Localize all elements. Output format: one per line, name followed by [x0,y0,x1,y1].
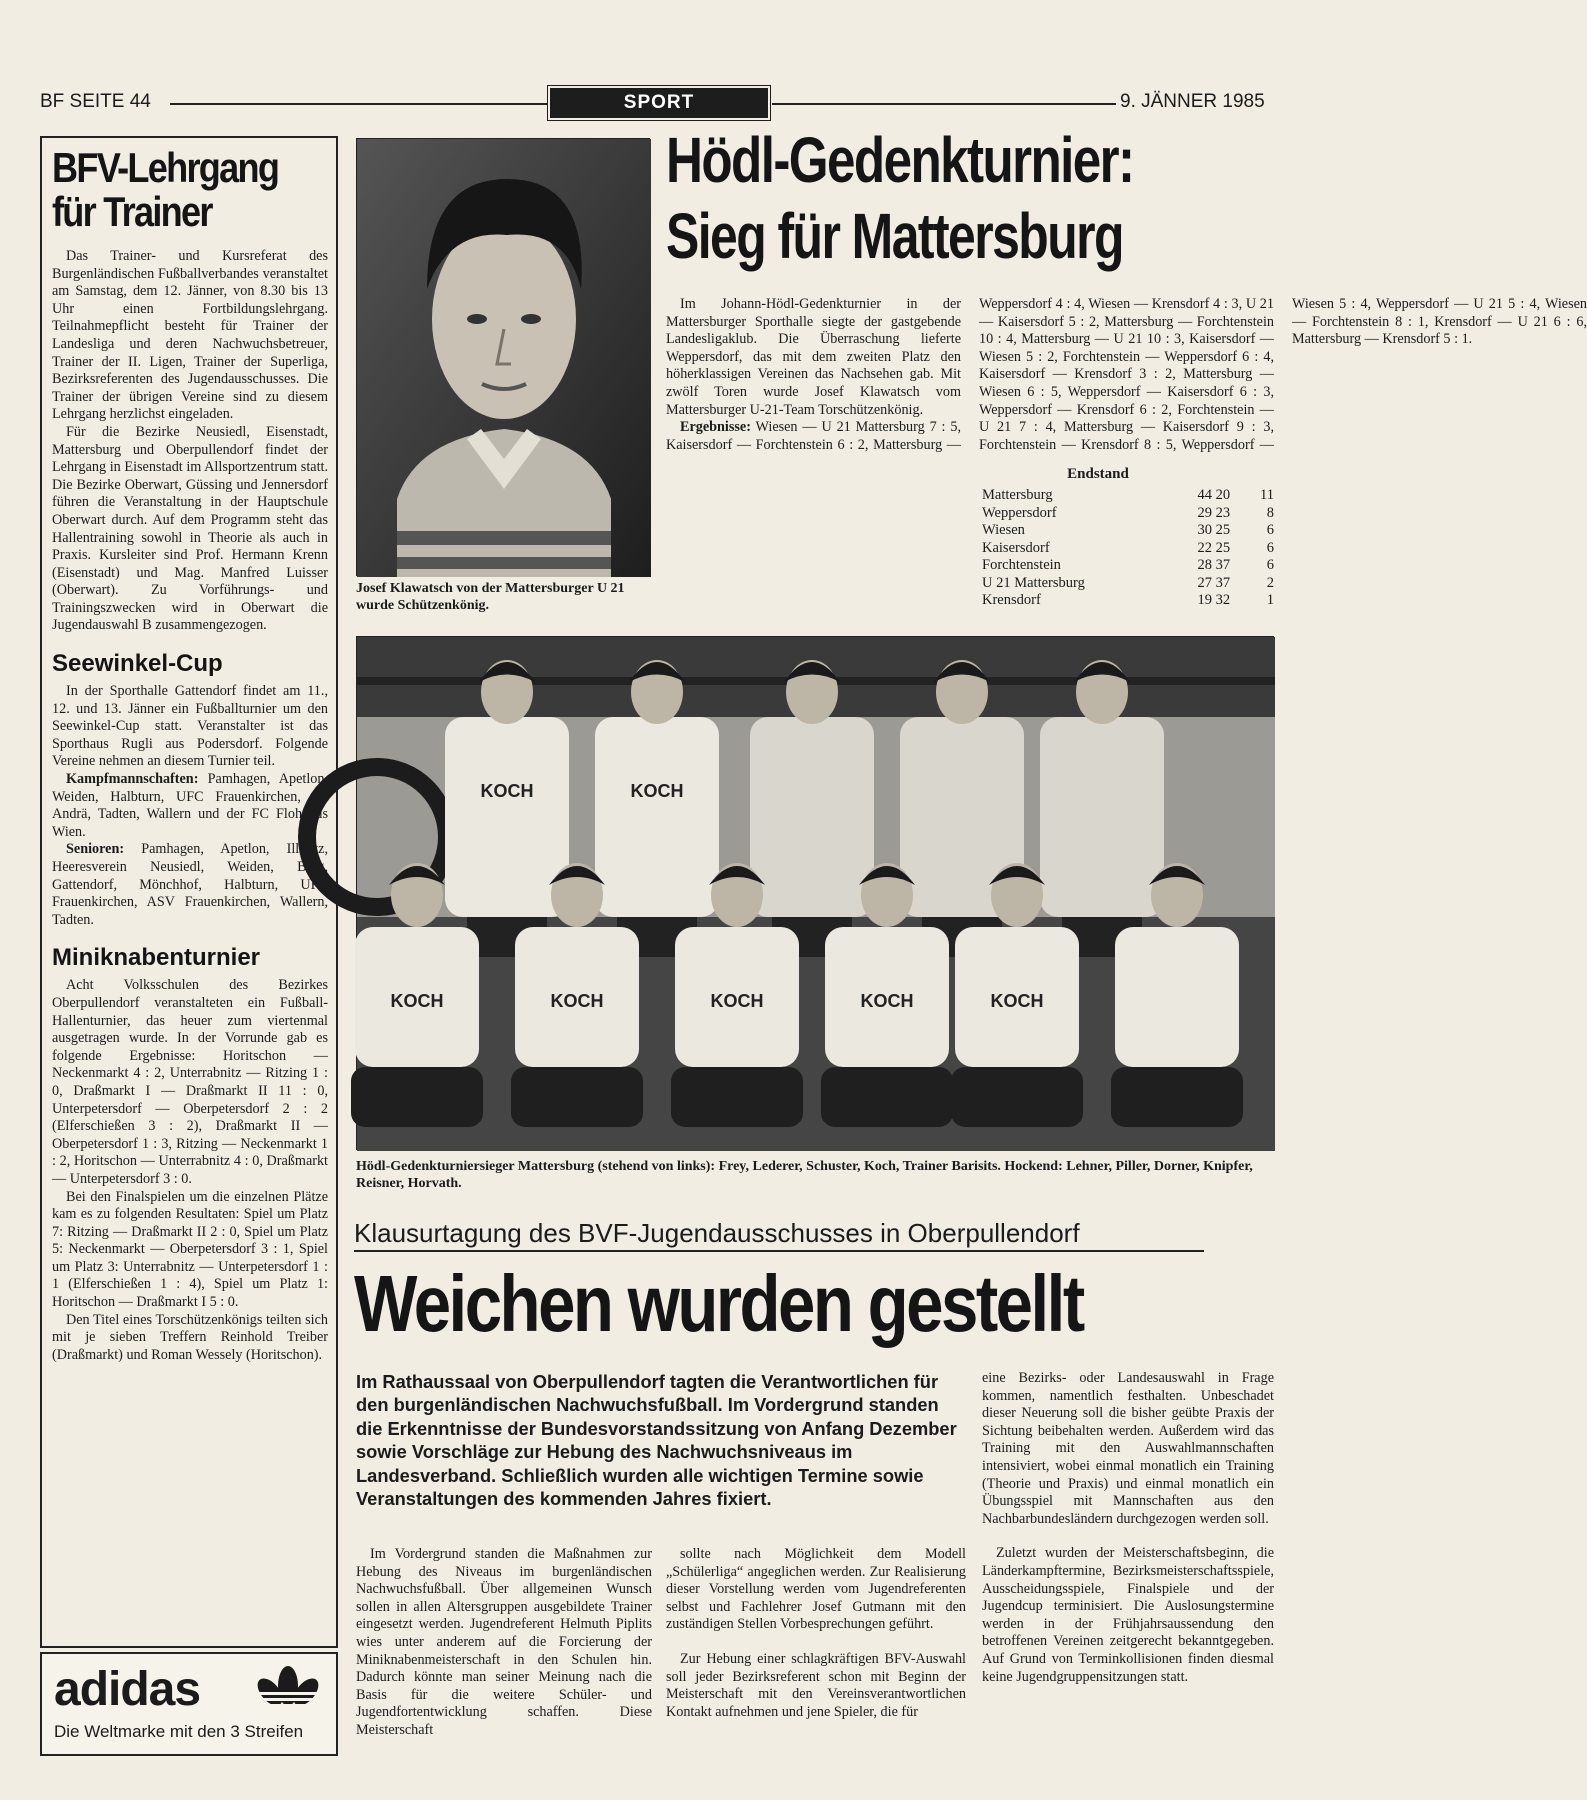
left-column [52,146,328,1364]
standings-row [982,505,1274,523]
hoedl-intro: Im Johann-Hödl-Gedenkturnier in der Mattersburger Sporthalle siegte der gastgebende Landesligaklub. Die Überraschung lieferte Weppersdorf, das mit dem zweiten Platz den höherklassigen Vereinen das Nachsehen gab. Mit zwölf Toren wurde Josef Klawatsch vom Mattersburger U-21-Team Torschützenkönig. [666,296,961,418]
seewinkel-p3 [52,841,328,929]
label-senioren: Senioren: [66,841,125,858]
goal-ratio: 44 20 [1197,487,1231,503]
weichen-c1: Im Vordergrund standen die Maßnahmen zur Hebung des Niveaus im burgenländischen Nachwuchsfußball. Über allgemeinen Wunsch sollen in allen Altersgruppen ausgebildete Trainer eingesetzt werden. Jugendreferent Helmuth Piplits wies unter anderem auf die Forcierung der Miniknabenmeisterschaft in den Schulen hin. Dadurch könnte man seiner Meinung nach die Basis für die weitere Schüler- und Jugendfortentwicklung schaffen. Diese Meisterschaft [356,1546,652,1738]
shirt-label: KOCH [990,991,1044,1011]
weichen-lead: Im Rathaussaal von Oberpullendorf tagten die Verantwortlichen für den burgenländischen Nachwuchsfußball. Im Vordergrund standen die Erkenntnisse der Bundesvorstandssitzung von Anfang Dezember sowie Vorschläge zur Hebung des Nachwuchsniveaus im Landesverband. Schließlich wurden alle wichtigen Termine sowie Veranstaltungen des kommenden Jahres fixiert. [356,1371,957,1510]
adidas-ad [40,1652,338,1756]
portrait-caption: Josef Klawatsch von der Mattersburger U 21 wurde Schützenkönig. [356,581,625,613]
page-label: BF SEITE 44 [40,91,151,112]
weichen-c3a: eine Bezirks- oder Landesauswahl in Frage kommen, namentlich festhalten. Unbeschadet dieser Neuerung soll die bisher geübte Praxis der Sichtung beibehalten werden. Außerdem wird das Training mit den Auswahlmannschaften intensiviert, wobei einmal monatlich ein Training (Theorie und Praxis) und einmal monatlich ein Übungsspiel mit Mannschaften aus den Nachbarbundesländern durchgezogen werden soll. [982,1370,1274,1527]
standings-row [982,540,1274,558]
headline-trainer-course: BFV-Lehrgang für Trainer [52,144,279,235]
header-rule-left [170,103,548,105]
weichen-c2a: sollte nach Möglichkeit dem Modell „Schülerliga“ angeglichen werden. Zur Realisierung dieser Vorstellung werden vom Jugendreferenten selbst und Fachlehrer Josef Gutmann mit den zuständigen Stellen Vorbesprechungen geführt. [666,1546,966,1633]
headline-hoedl-line2: Sieg für Mattersburg [666,200,1123,272]
issue-date: 9. JÄNNER 1985 [1120,91,1265,112]
section-label: SPORT [550,88,768,118]
shirt-label: KOCH [480,781,534,801]
shirt-label: KOCH [630,781,684,801]
standings-title: Endstand [1067,466,1129,482]
team-photo [356,636,1274,1150]
weichen-col3 [982,1370,1274,1686]
adidas-logo-text: adidas [54,1663,201,1716]
team-image [357,637,1275,1151]
points: 8 [1266,504,1274,521]
kicker-rule [354,1250,1204,1252]
goal-ratio: 29 23 [1197,504,1231,521]
header-rule-right [772,103,1116,105]
team-caption: Hödl-Gedenkturniersieger Mattersburg (stehend von links): Frey, Lederer, Schuster, Koch, Trainer Barisits. Hockend: Lehner, Piller, Dorner, Knipfer, Reisner, Horvath. [356,1159,1253,1191]
adidas-tagline: Die Weltmarke mit den 3 Streifen [54,1722,304,1741]
team-name: Forchtenstein [982,557,1061,573]
miniknaben-p1: Acht Volksschulen des Bezirkes Oberpullendorf veranstalteten ein Fußball-Hallenturnier, das heuer zum viertenmal ausgetragen wurde. In der Vorrunde gab es folgende Ergebnisse: Horitschon — Neckenmarkt 4 : 2, Unterrabnitz — Ritzing 1 : 0, Draßmarkt I — Draßmarkt II 11 : 0, Unterpetersdorf — Oberpetersdorf 2 : 2 (Elferschießen 3 : 2), Draßmarkt II — Oberpetersdorf 1 : 3, Ritzing — Neckenmarkt 1 : 2, Horitschon — Unterrabnitz 4 : 0, Draßmarkt — Unterpetersdorf 3 : 0. [52,977,328,1187]
team-name: Wiesen [982,522,1025,538]
points: 6 [1266,522,1274,538]
weichen-c2b: Zur Hebung einer schlagkräftigen BFV-Auswahl soll jeder Bezirksreferent schon mit Beginn der Meisterschaft mit den Vereinsverantwortlichen Kontakt aufnehmen und jene Spieler, die für [666,1650,966,1720]
page-header [40,88,1279,120]
points: 11 [1260,487,1274,503]
portrait-photo [356,138,650,576]
goal-ratio: 27 37 [1197,574,1231,591]
points: 1 [1266,592,1274,608]
miniknaben-p2: Bei den Finalspielen um die einzelnen Plätze kam es zu folgenden Resultaten: Spiel um Platz 7: Ritzing — Draßmarkt II 2 : 0, Spiel um Platz 5: Neckenmarkt — Oberpetersdorf 3 : 1, Spiel um Platz 3: Unterrabnitz — Unterpetersdorf 1 : 1 (Elferschießen 1 : 4), Spiel um Platz 1: Horitschon — Draßmarkt I 5 : 0. [52,1188,328,1311]
team-name: Kaisersdorf [982,539,1050,556]
kampfmannschaften-list: Pamhagen, Apetlon, Weiden, Halbturn, UFC Frauenkirchen, St. Andrä, Tadten, Wallern und der FC Floh aus Wien. [52,771,328,840]
goal-ratio: 19 32 [1197,592,1231,608]
points: 6 [1266,557,1274,573]
team-name: Mattersburg [982,487,1053,503]
goal-ratio: 30 25 [1197,522,1231,538]
standings-table [982,487,1274,610]
shirt-label: KOCH [860,991,914,1011]
headline-hoedl-line1: Hödl-Gedenkturnier: [666,124,1134,196]
goal-ratio: 28 37 [1197,557,1231,573]
headline-weichen: Weichen wurden gestellt [354,1259,1083,1348]
standings-row [982,487,1274,505]
trefoil-icon [252,1664,324,1710]
points: 6 [1266,539,1274,556]
team-name: U 21 Mattersburg [982,574,1085,591]
portrait-image [357,139,651,577]
weichen-col2 [666,1546,966,1721]
headline-seewinkel-cup: Seewinkel-Cup [52,650,223,678]
points: 2 [1266,574,1274,591]
results-list: Wiesen — U 21 Mattersburg 7 : 5, Kaisersdorf — Forchtenstein 6 : 2, Mattersburg — Weppersdorf 4 : 4, Wiesen — Krensdorf 4 : 3, U 21 — Kaisersdorf 5 : 2, Mattersburg — Forchtenstein 10 : 4, Mattersburg — U 21 10 : 3, Kaisersdorf — Wiesen 5 : 2, Forchtenstein — Weppersdorf 6 : 4, Kaisersdorf — Krensdorf 3 : 2, Mattersburg — Wiesen 6 : 5, Weppersdorf — Kaisersdorf 6 : 3, Weppersdorf — Krensdorf 6 : 2, Forchtenstein — U 21 7 : 4, Mattersburg — Kaisersdorf 9 : 3, Forchtenstein — Krensdorf 8 : 5, Weppersdorf — Wiesen 5 : 4, Weppersdorf — U 21 5 : 4, Wiesen — Forchtenstein 8 : 1, Krensdorf — U 21 6 : 6, Mattersburg — Krensdorf 5 : 1. [666,296,1587,453]
standings-row [982,592,1274,610]
shirt-label: KOCH [710,991,764,1011]
hoedl-article-text [666,296,1587,466]
seewinkel-p2 [52,771,328,841]
miniknaben-p3: Den Titel eines Torschützenkönigs teilten sich mit je sieben Treffern Reinhold Treiber (Draßmarkt) und Roman Wessely (Horitschon). [52,1311,328,1363]
weichen-c3b: Zuletzt wurden der Meisterschaftsbeginn, die Länderkampftermine, Bezirksmeisterschaftsspiele, Ausscheidungsspiele, Finalspiele und der Jugendcup terminisiert. Die Auslosungstermine werden in der Frühjahrsaussendung den betroffenen Vereinen zeitgerecht bekanntgegeben. Auf Grund von Terminkollisionen finden diesmal keine Jugendgruppensitzungen statt. [982,1545,1274,1685]
team-name: Krensdorf [982,592,1041,608]
shirt-label: KOCH [550,991,604,1011]
trainer-course-p1: Das Trainer- und Kursreferat des Burgenländischen Fußballverbandes veranstaltet am Samstag, dem 12. Jänner, von 8.30 bis 13 Uhr einen Fortbildungslehrgang. Teilnahmepflicht besteht für Trainer der Landesliga und deren Nachwuchsbetreuer, Trainer der II. Ligen, Trainer der Superliga, Bezirksreferenten des Jugendausschusses. Die Trainer der übrigen Vereine sind zu diesem Lehrgang herzlichst eingeladen. [52,248,328,423]
shirt-label: KOCH [390,991,444,1011]
standings [982,466,1274,610]
weichen-col1 [356,1546,652,1740]
kicker-klausurtagung: Klausurtagung des BVF-Jugendausschusses in Oberpullendorf [354,1218,1080,1248]
goal-ratio: 22 25 [1197,539,1231,556]
team-name: Weppersdorf [982,504,1057,521]
standings-row [982,575,1274,593]
standings-row [982,522,1274,540]
label-kampfmannschaften: Kampfmannschaften: [66,771,199,788]
headline-miniknaben: Miniknabenturnier [52,944,261,972]
label-ergebnisse: Ergebnisse: [680,419,751,436]
trainer-course-p2: Für die Bezirke Neusiedl, Eisenstadt, Mattersburg und Oberpullendorf findet der Lehrgang in Eisenstadt im Allsportzentrum statt. Die Bezirke Oberwart, Güssing und Jennersdorf führen die Veranstaltung in der Hauptschule Oberwart durch. Auf dem Programm steht das Hallentraining sowohl in Theorie als auch in Praxis. Kursleiter sind Prof. Hermann Krenn (Eisenstadt) und Mag. Manfred Luisser (Oberwart). Zu Vorführungs- und Trainingszwecken wird in Oberwart die Jugendauswahl B zusammengezogen. [52,423,328,634]
seewinkel-p1: In der Sporthalle Gattendorf findet am 11., 12. und 13. Jänner ein Fußballturnier um den Seewinkel-Cup statt. Veranstalter ist das Sporthaus Rugli aus Podersdorf. Folgende Vereine nehmen an diesem Turnier teil. [52,683,328,770]
standings-row [982,557,1274,575]
senioren-list: Pamhagen, Apetlon, Illmitz, Heeresverein Neusiedl, Weiden, Berg, Gattendorf, Mönchhof, Halbturn, UFC Frauenkirchen, ASV Frauenkirchen, Wallern, Tadten. [52,841,328,928]
